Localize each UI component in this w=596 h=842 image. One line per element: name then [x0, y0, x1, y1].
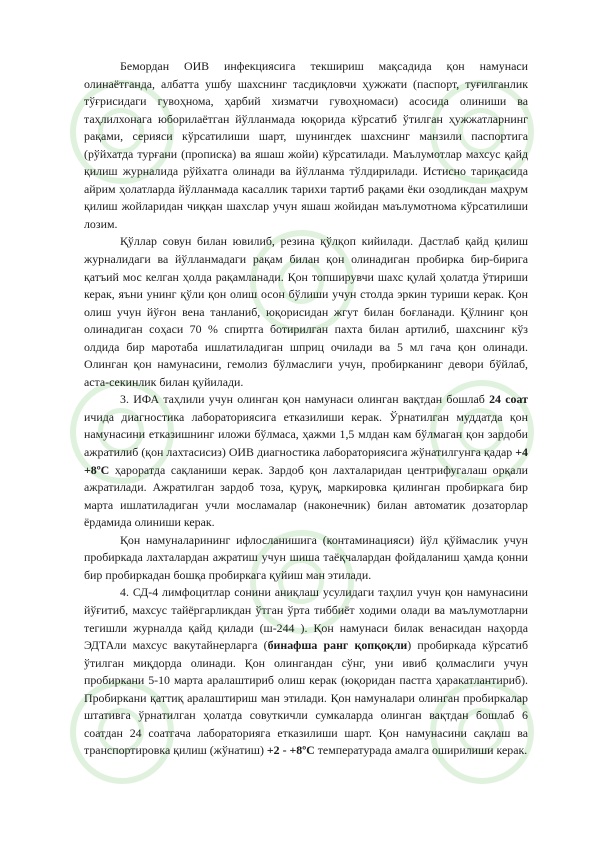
paragraph-4	[84, 532, 528, 585]
paragraph-1-text: Бемордан ОИВ инфекциясига текшириш мақсадида қон намунаси олинаётганда, албатта ушбу шахснинг тасдиқловчи ҳужжати (паспорт, туғилганлик тўғрисидаги гувоҳнома, ҳарбий хизматчи гувоҳномаси) асосида олиниши ва таҳлилхонага юборилаётган йўлланмада юқорида кўрсатиб ўтилган ҳужжатларнинг рақами, серияси кўрсатилиши шарт, шунингдек шахснинг манзили паспортига (рўйхатда турғани (прописка) ва яшаш жойи) кўрсатилади. Маълумотлар махсус қайд қилиш журналида рўйхатга олинади ва йўлланма тўлдирилади. Истисно тариқасида айрим ҳолатларда йўлланмада касаллик тарихи тартиб рақами ёки озодликдан маҳрум қилиш жойларидан чиққан шахслар учун яшаш жойидан маълумотнома кўрсатилиши лозим.	[84, 59, 528, 231]
paragraph-1	[84, 58, 528, 233]
paragraph-3-text-b: ичида диагностика лабораториясига етказилиши керак. Ўрнатилган муддатда қон намунасини етказишнинг иложи бўлмаса, ҳажми 1,5 млдан кам бўлмаган қон зардоби ажратилиб (қон лахтасисиз) ОИВ диагностика лабораториясига жўнатилгунга қадар	[84, 409, 528, 460]
paragraph-5-text-c: температурада амалга оширилиши керак.	[314, 743, 528, 758]
paragraph-3-bold-temperature: +4 +8ºС	[84, 445, 528, 477]
paragraph-5	[84, 584, 528, 759]
paragraph-3-text-c: ҳароратда сақланиши керак. Зардоб қон лахталаридан центрифугалаш орқали ажратилади. Ажратилган зардоб тоза, қуруқ, маркировка қилинган пробиркага бир марта ишлатиладиган учли мосламалар (наконечник) билан автоматик дозаторлар ёрдамида олиниши керак.	[84, 462, 528, 530]
paragraph-3	[84, 391, 528, 531]
paragraph-3-text-a: 3. ИФА таҳлили учун олинган қон намунаси олинган вақтдан бошлаб	[120, 392, 490, 407]
paragraph-5-bold-temperature: +2 - +8ºС	[266, 743, 315, 758]
paragraph-2	[84, 233, 528, 391]
paragraph-5-bold-cap-color: бинафша ранг қопқоқли	[267, 638, 408, 653]
paragraph-2-text: Қўллар совун билан ювилиб, резина қўлқоп кийилади. Дастлаб қайд қилиш журналидаги ва йўлланмадаги рақам билан қон олинадиган пробирка бир-бирига қатъий мос келган ҳолда рақамланади. Қон топширувчи шахс қулай ҳолатда ўтириши керак, яъни унинг қўли қон олиш осон бўлиши учун столда эркин туриши керак. Қон олиш учун йўғон вена танланиб, юқорисидан жгут билан боғланади. Қўлнинг қон олинадиган соҳаси 70 % спиртга ботирилган пахта билан артилиб, шахснинг кўз олдида бир маротаба ишлатиладиган шприц очилади ва 5 мл гача қон олинади. Олинган қон намунасини, гемолиз бўлмаслиги учун, пробирканинг девори бўйлаб, аста-секинлик билан қуйилади.	[84, 234, 528, 389]
paragraph-5-text-b: ) пробиркада кўрсатиб ўтилган миқдорда олинади. Қон олингандан сўнг, уни ивиб қолмаслиги учун пробиркани 5-10 марта аралаштириб олиш керак (юқоридан пастга ҳаракатлантириб). Пробиркани қаттиқ аралаштириш ман этилади. Қон намуналари олинган пробиркалар штативга ўрнатилган ҳолатда совуткичли сумкаларда олинган вақтдан бошлаб 6 соатдан 24 соатгача лабораторияга етказилиши шарт. Қон намунасини сақлаш ва транспортировка қилиш (жўнатиш)	[84, 638, 529, 758]
paragraph-5-text-a: 4. СД-4 лимфоцитлар сонини аниқлаш усулидаги таҳлил учун қон намунасини йўғитиб, махсус тайёргарликдан ўтган ўрта тиббиёт ходими олади ва маълумотларни тегишли журналда қайд қилади (ш-244 ). Қон намунаси билак венасидан наҳорда ЭДТАли махсус вакутайнерларга (	[84, 585, 528, 653]
paragraph-4-text: Қон намуналарининг ифлосланишига (контаминацияси) йўл қўймаслик учун пробиркада лахталардан ажратиш учун шиша таёқчалардан фойдаланиш ҳамда қонни бир пробиркадан бошқа пробиркага қуйиш ман этилади.	[84, 532, 528, 582]
document-page	[84, 58, 528, 760]
paragraph-3-bold-duration: 24 соат	[489, 392, 528, 407]
